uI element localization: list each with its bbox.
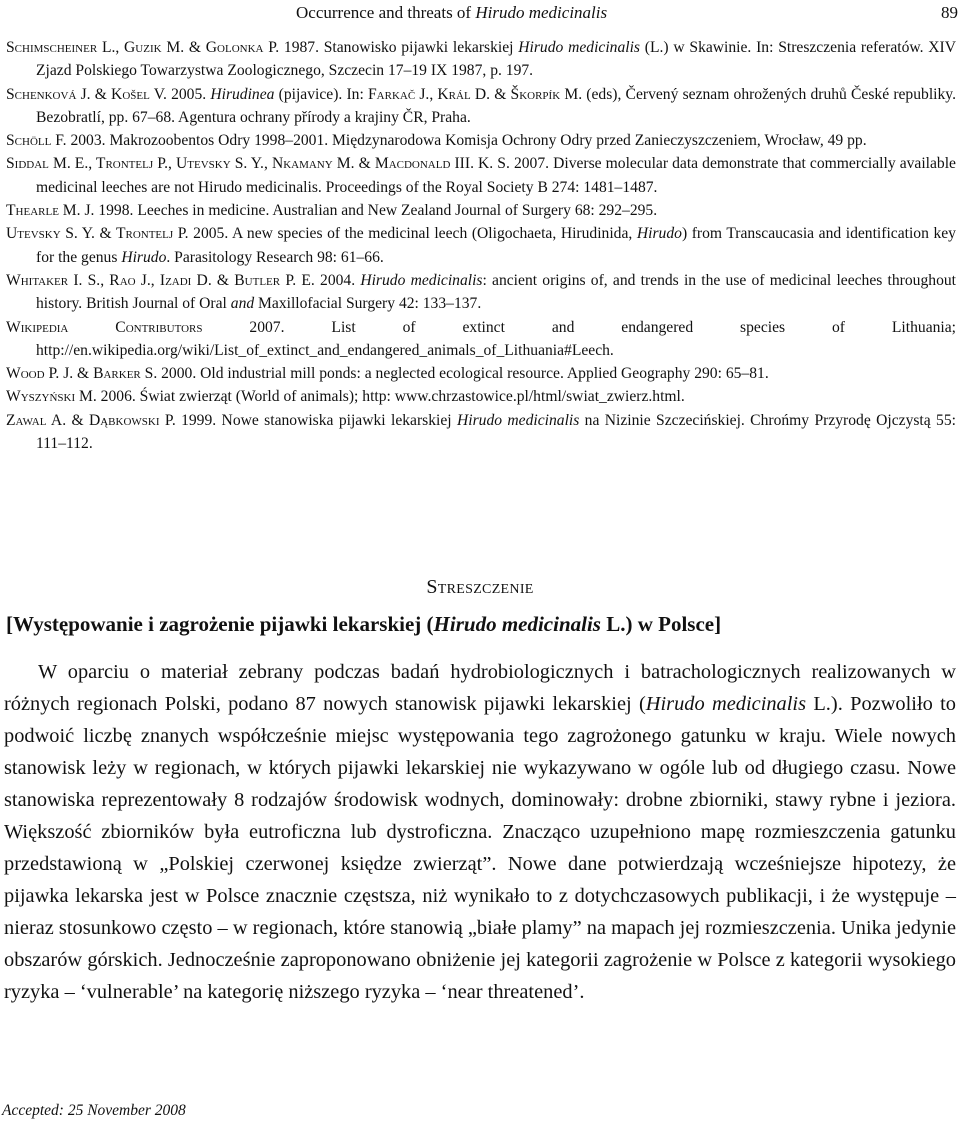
reference-list: [6, 36, 956, 455]
reference-entry: Zawal A. & Dąbkowski P. 1999. Nowe stanowiska pijawki lekarskiej Hirudo medicinalis na Nizinie Szczecińskiej. Chrońmy Przyrodę Ojczystą 55: 111–112.: [6, 411, 956, 453]
reference-entry: Whitaker I. S., Rao J., Izadi D. & Butler P. E. 2004. Hirudo medicinalis: ancient origins of, and trends in the use of medicinal leeches throughout history. British Journal of Oral and Maxillofacial Surgery 42: 133–137.: [6, 271, 956, 313]
summary-body: W oparciu o materiał zebrany podczas badań hydrobiologicznych i batrachologicznych realizowanych w różnych regionach Polski, podano 87 nowych stanowisk pijawki lekarskiej (Hirudo medicinalis L.). Pozwoliło to podwoić liczbę znanych współcześnie miejsc występowania tego zagrożonego gatunku w kraju. Wiele nowych stanowisk leży w regionach, w których pijawki lekarskiej nie wykazywano w ogóle lub od długiego czasu. Nowe stanowiska reprezentowały 8 rodzajów środowisk wodnych, dominowały: drobne zbiorniki, stawy rybne i jeziora. Większość zbiorników była eutroficzna lub dystroficzna. Znacząco uzupełniono mapę rozmieszczenia gatunku przedstawioną w „Polskiej czerwonej księdze zwierząt”. Nowe dane potwierdzają wcześniejsze hipotezy, że pijawka lekarska jest w Polsce znacznie częstsza, niż wynikało to z dotychczasowych publikacji, i że występuje – nieraz stosunkowo często – w regionach, które stanowią „białe plamy” na mapach jej rozmieszczenia. Unika jedynie obszarów górskich. Jednocześnie zaproponowano obniżenie jej kategorii zagrożenie w Polsce z kategorii wysokiego ryzyka – ‘vulnerable’ na kategorię niższego ryzyka – ‘near threatened’.: [4, 661, 956, 1003]
reference-entry: Schöll F. 2003. Makrozoobentos Odry 1998–2001. Międzynarodowa Komisja Ochrony Odry przed Zanieczyszczeniem, Wrocław, 49 pp.: [6, 132, 867, 150]
reference-entry: Schimscheiner L., Guzik M. & Golonka P. 1987. Stanowisko pijawki lekarskiej Hirudo medicinalis (L.) w Skawinie. In: Streszczenia referatów. XIV Zjazd Polskiego Towarzystwa Zoologicznego, Szczecin 17–19 IX 1987, p. 197.: [6, 39, 957, 80]
summary-subtitle: [Występowanie i zagrożenie pijawki lekarskiej (Hirudo medicinalis L.) w Polsce]: [6, 612, 722, 636]
summary-heading: Streszczenie: [426, 576, 534, 598]
reference-entry: Wikipedia Contributors 2007. List of extinct and endangered species of Lithuania; http://en.wikipedia.org/wiki/List_of_extinct_and_endangered_animals_of_Lithuania#Leech.: [6, 318, 956, 359]
ref-authors: Zawal A. & Dąbkowski P.: [6, 411, 176, 429]
ref-authors: Utevsky S. Y. & Trontelj P.: [6, 225, 189, 243]
ref-authors: Schenková J. & Košel V.: [6, 85, 167, 103]
ref-authors: Schimscheiner L., Guzik M. & Golonka P.: [6, 39, 280, 56]
reference-entry: Siddal M. E., Trontelj P., Utevsky S. Y., Nkamany M. & Macdonald III. K. S. 2007. Diverse molecular data demonstrate that commercially available medicinal leeches are not Hirudo medicinalis. Proceedings of the Royal Society B 274: 1481–1487.: [6, 155, 956, 196]
reference-entry: Utevsky S. Y. & Trontelj P. 2005. A new species of the medicinal leech (Oligochaeta, Hirudinida, Hirudo) from Transcaucasia and identification key for the genus Hirudo. Parasitology Research 98: 61–66.: [6, 225, 956, 266]
reference-entry: Schenková J. & Košel V. 2005. Hirudinea (pijavice). In: Farkač J., Král D. & Škorpík M. (eds), Červený seznam ohrožených druhů České republiky. Bezobratlí, pp. 67–68. Agentura ochrany přírody a krajiny ČR, Praha.: [6, 85, 956, 126]
reference-entry: Wood P. J. & Barker S. 2000. Old industrial mill ponds: a neglected ecological resource. Applied Geography 290: 65–81.: [6, 365, 769, 383]
running-title: Occurrence and threats of Hirudo medicinalis: [296, 3, 608, 22]
reference-entry: Wyszyński M. 2006. Świat zwierząt (World of animals); http: www.chrzastowice.pl/html/swiat_zwierz.html.: [6, 388, 685, 406]
ref-authors: Schöll F.: [6, 132, 67, 150]
ref-authors: Wyszyński M.: [6, 388, 97, 406]
species-name: Hirudo medicinalis: [475, 3, 608, 22]
species-name: Hirudo medicinalis: [433, 612, 601, 636]
species-name: Hirudo medicinalis: [645, 693, 807, 715]
ref-authors: Thearle M. J.: [6, 202, 95, 220]
page-number: 89: [941, 3, 958, 22]
running-head: [0, 2, 960, 24]
ref-authors: Wikipedia Contributors: [6, 318, 203, 336]
accepted-date: Accepted: 25 November 2008: [2, 1102, 186, 1119]
ref-authors: Siddal M. E., Trontelj P., Utevsky S. Y., Nkamany M. & Macdonald III. K. S.: [6, 155, 510, 173]
ref-editors: Farkač J., Král D. & Škorpík M.: [367, 85, 583, 103]
ref-authors: Whitaker I. S., Rao J., Izadi D. & Butler P. E.: [6, 271, 315, 289]
reference-entry: Thearle M. J. 1998. Leeches in medicine. Australian and New Zealand Journal of Surgery 68: 292–295.: [6, 202, 658, 220]
ref-authors: Wood P. J. & Barker S.: [6, 365, 158, 383]
